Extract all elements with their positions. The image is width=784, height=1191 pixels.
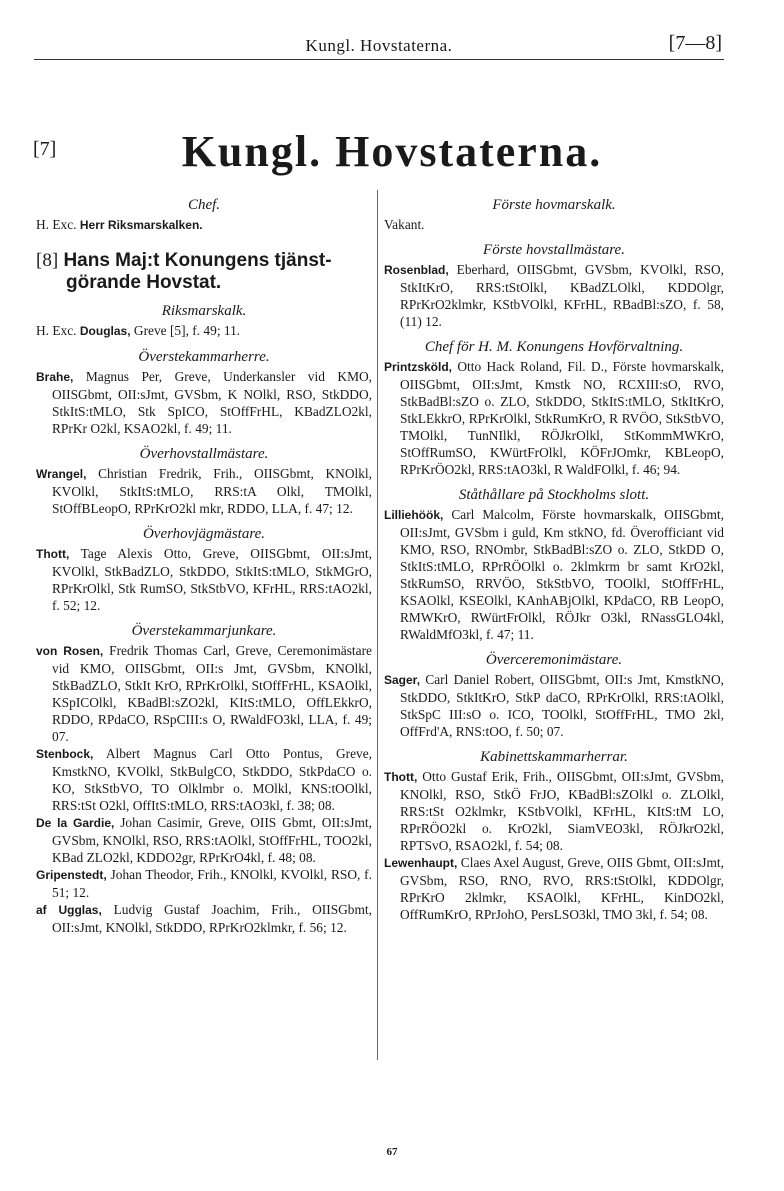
entry-stenbock xyxy=(36,745,372,814)
entry-rosenblad xyxy=(384,261,724,330)
entry-text: Carl Daniel Robert, OIISGbmt, OII:s Jmt, KmstkNO, StkDDO, StkItKrO, StkP daCO, RPrKrOlkl, RRS:tAOlkl, StkSpC III:sO o. ICO, TOOlkl, StOffFrHL, TMO 2kl, OffFrd'A, RNS:tOO, f. 50; 07. xyxy=(400,672,724,739)
entry-text: Greve [5], f. 49; 11. xyxy=(130,323,241,338)
entry-text: Ludvig Gustaf Joachim, Frih., OIISGbmt, OII:sJmt, KNOlkl, StkDDO, RPrKrO2klmkr, f. 56; 12. xyxy=(52,902,372,935)
page-number: 67 xyxy=(386,1146,398,1158)
entry-text: Otto Gustaf Erik, Frih., OIISGbmt, OII:sJmt, GVSbm, KNOlkl, RSO, StkÖ FrJO, KBadBl:sZOlkl o. ZLOlkl, RRS:tSt O2klmkr, KStbVOlkl, KFrHL, KItS:tM LO, RPrRÖO2kl o. KrO2kl, SiamVEO3kl, RÖJkrO2kl, RPTSvO, RSAO2kl, f. 54; 08. xyxy=(400,769,724,853)
entry-sager xyxy=(384,671,724,740)
entry-douglas xyxy=(36,322,372,340)
heading-riksmarskalk: Riksmarskalk. xyxy=(161,303,247,319)
entry-name: Gripenstedt, xyxy=(36,868,107,882)
section-number-7: [7] xyxy=(33,138,57,160)
entry-text: Otto Hack Roland, Fil. D., Förste hovmarskalk, OIISGbmt, OII:sJmt, Kmstk NO, RCXIII:sO, RVO, StkBadBl:sZO o. ZLO, StkDDO, StkItS:tMLO, StkItKrO, StkLEkkrO, RPrKrOlkl, StkRumKrO, R RVÖO, StkStbVO, TMOlkl, TunNIlkl, RÖJkrOlkl, StKommMWKrO, StOffRumSO, KWürtFrOlkl, KÖFrJOmkr, KBLeopO, RPrKrÖO2kl, RRS:tAO3kl, R WaldFOlkl, f. 46; 94. xyxy=(400,359,724,477)
heading-forste-hovmarskalk: Förste hovmarskalk. xyxy=(492,197,616,213)
right-column xyxy=(384,188,724,923)
entry-text: Johan Casimir, Greve, OIIS Gbmt, OII:sJmt, GVSbm, KNOlkl, RSO, RRS:tAOlkl, StOffFrHL, TOO2kl, KBad ZLO2kl, KDDO2gr, RPrKrO4kl, f. 48; 08. xyxy=(52,815,372,865)
section-8-text: Hans Maj:t Konungens tjänstgörande Hovstat. xyxy=(63,250,332,293)
section-number-8: [8] xyxy=(36,250,59,271)
entry-text: Albert Magnus Carl Otto Pontus, Greve, KmstkNO, KVOlkl, StkBulgCO, StkDDO, StkPdaCO o. KO, StkStbVO, TO Olklmbr o. MOlkl, KNS:tOOlkl, RRS:tSt O2kl, OffItS:tMLO, RRS:tAO3kl, f. 38; 08. xyxy=(52,746,372,813)
entry-prefix: H. Exc. xyxy=(36,217,80,232)
entry-lilliehook xyxy=(384,506,724,643)
entry-name: Sager, xyxy=(384,673,421,687)
heading-chef: Chef. xyxy=(187,197,221,213)
entry-name: Rosenblad, xyxy=(384,263,449,277)
entry-name: Wrangel, xyxy=(36,467,87,481)
entry-vakant: Vakant. xyxy=(384,217,425,232)
entry-text: Johan Theodor, Frih., KNOlkl, KVOlkl, RSO, f. 51; 12. xyxy=(52,867,372,900)
entry-thott xyxy=(36,545,372,614)
heading-overhovstallmastare: Överhovstallmästare. xyxy=(139,446,269,462)
heading-kabinettskammarherrar: Kabinettskammarherrar. xyxy=(480,749,628,765)
entry-brahe xyxy=(36,368,372,437)
page-title: Kungl. Hovstaterna. xyxy=(181,127,603,176)
heading-overstekammarjunkare: Överstekammarjunkare. xyxy=(131,623,277,639)
entry-name: Douglas, xyxy=(79,324,131,338)
entry-chef xyxy=(36,216,372,234)
heading-chef-hovforvaltning: Chef för H. M. Konungens Hovförvaltning. xyxy=(424,339,684,355)
entry-text: Eberhard, OIISGbmt, GVSbm, KVOlkl, RSO, StkItKrO, RRS:tStOlkl, KBadZLOlkl, KDDOlgr, RPrKrO2klmkr, KStbVOlkl, KFrHL, RBadBl:sZO, f. 58, (11) 12. xyxy=(400,262,724,329)
entry-thott-otto xyxy=(384,768,724,854)
section-8-title xyxy=(36,250,372,294)
entry-name: Thott, xyxy=(384,770,418,784)
entry-name: Lewenhaupt, xyxy=(384,856,458,870)
column-divider xyxy=(377,190,378,1060)
entry-name: Stenbock, xyxy=(36,747,94,761)
entry-text: Carl Malcolm, Förste hovmarskalk, OIISGbmt, OII:sJmt, GVSbm i guld, Km stkNO, fd. Överofficiant vid KMO, RSO, RNOmbr, StkBadBl:sZO o. ZLO, StkDD O, StkItS:tMLO, RPrRÖOlkl o. 2klmkrm br samt KrO2kl, StkRumSO, RRVÖO, StkStbVO, TOOlkl, StOffFrHL, KSAOlkl, KSEOlkl, KAnhABjOlkl, KPdaCO, RB LeopO, RMWKrO, RWürtFrOlkl, RÖJkr O3kl, RNassGLO4kl, RWaldMfO3kl, f. 47; 11. xyxy=(400,507,724,642)
heading-forste-hovstallmastare: Förste hovstallmästare. xyxy=(483,242,625,258)
entry-wrangel xyxy=(36,465,372,517)
entry-text: Magnus Per, Greve, Underkansler vid KMO, OIISGbmt, OII:sJmt, GVSbm, K NOlkl, RSO, StkDDO, StkItS:tMLO, Stk SpICO, StOffFrHL, KBadZLO2kl, RPrKr O2kl, KSAO2kl, f. 49; 11. xyxy=(52,369,372,436)
entry-name: Herr Riksmarskalken. xyxy=(79,218,203,232)
entry-de-la-gardie xyxy=(36,814,372,866)
entry-text: Tage Alexis Otto, Greve, OIISGbmt, OII:sJmt, KVOlkl, StkBadZLO, StkDDO, StkItS:tMLO, StkMGrO, RPrKrOlkl, Stk RumSO, StkStbVO, KFrHL, RRS:tAO2kl, f. 52; 12. xyxy=(52,546,372,613)
entry-name: Brahe, xyxy=(36,370,74,384)
entry-name: Thott, xyxy=(36,547,70,561)
header-rule xyxy=(34,59,724,60)
page-range: [7—8] xyxy=(668,32,722,54)
heading-overhovjagmastare: Överhovjägmästare. xyxy=(142,526,266,542)
entry-text: Claes Axel August, Greve, OIIS Gbmt, OII:sJmt, GVSbm, RSO, RNO, RVO, RRS:tStOlkl, KDDOlgr, RPrKrO 2klmkr, KSAOlkl, KFrHL, KinDO2kl, OffRumKrO, RPrJohO, PersLSO3kl, TMO 3kl, f. 54; 08. xyxy=(400,855,724,922)
entry-text: Christian Fredrik, Frih., OIISGbmt, KNOlkl, KVOlkl, StkItS:tMLO, RRS:tA Olkl, TMOlkl, StOffBLeopO, RPrKrO2kl mkr, RDDO, LLA, f. 47; 12. xyxy=(52,466,372,516)
entry-gripenstedt xyxy=(36,866,372,901)
entry-lewenhaupt xyxy=(384,854,724,923)
entry-af-ugglas xyxy=(36,901,372,936)
heading-stathallare: Ståthållare på Stockholms slott. xyxy=(458,487,650,503)
heading-overstekammarherre: Överstekammarherre. xyxy=(138,349,270,365)
entry-printzskold xyxy=(384,358,724,478)
left-column xyxy=(36,188,372,936)
entry-text: Fredrik Thomas Carl, Greve, Ceremonimästare vid KMO, OIISGbmt, OII:s Jmt, GVSbm, KNOlkl, StkBadZLO, StkIt KrO, RPrKrOlkl, StOffFrHL, KSAOlkl, KSpICOlkl, KBadBl:sZO2kl, KItS:tMLO, OffLEkkrO, RDDO, RPdaCO, RSpCIII:s O, RWaldFO3kl, LLA, f. 49; 07. xyxy=(52,643,372,744)
entry-name: Lilliehöök, xyxy=(384,508,444,522)
heading-overceremonimastare: Överceremonimästare. xyxy=(485,652,623,668)
entry-name: Printzsköld, xyxy=(384,360,453,374)
entry-name: af Ugglas, xyxy=(36,903,102,917)
entry-prefix: H. Exc. xyxy=(36,323,80,338)
entry-von-rosen xyxy=(36,642,372,745)
running-header xyxy=(34,32,724,60)
entry-name: von Rosen, xyxy=(36,644,104,658)
entry-name: De la Gardie, xyxy=(36,816,115,830)
running-title: Kungl. Hovstaterna. xyxy=(305,36,453,55)
